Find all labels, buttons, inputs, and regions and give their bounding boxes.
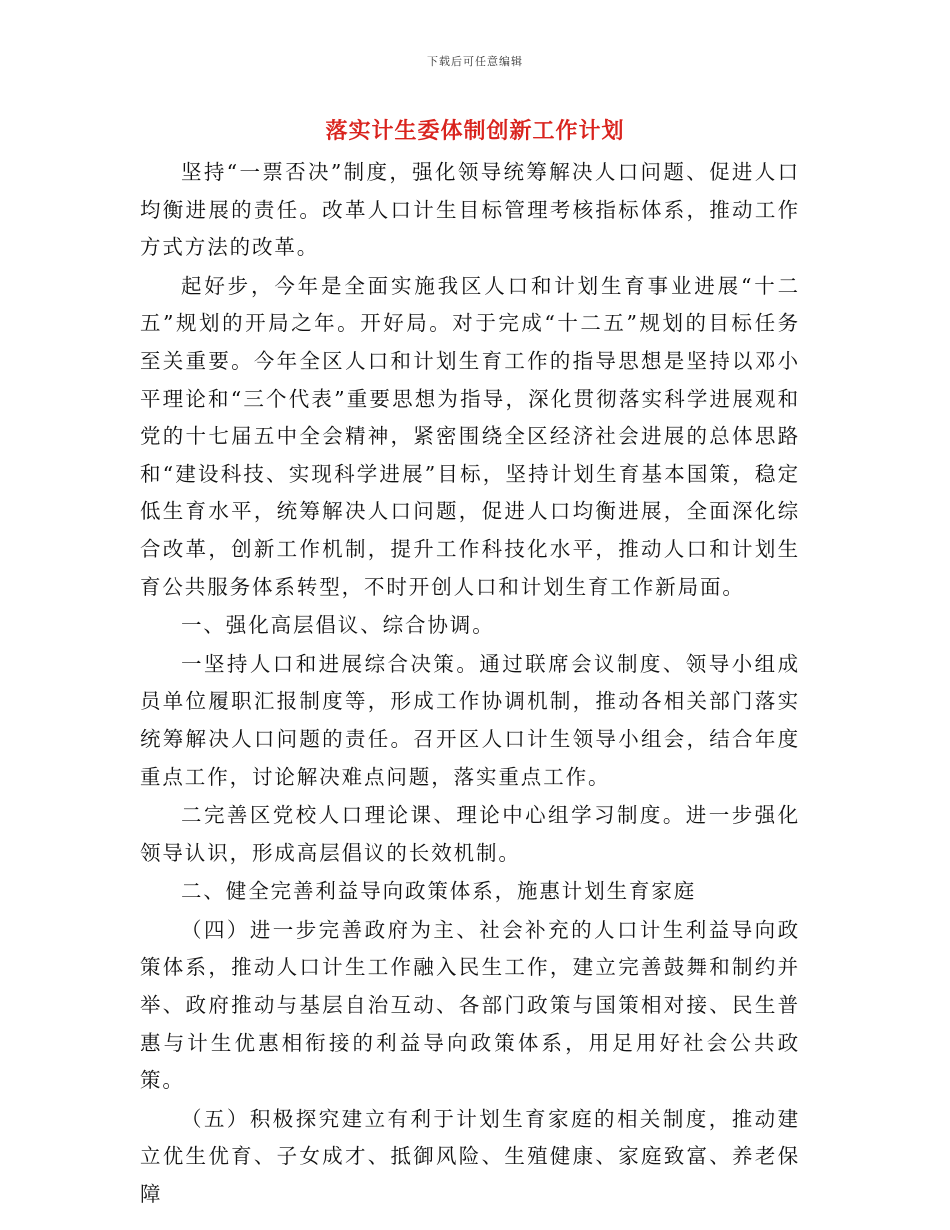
page-header-note: 下载后可任意编辑 (427, 55, 523, 68)
section-heading-2: 二、健全完善利益导向政策体系，施惠计划生育家庭 (181, 879, 697, 904)
paragraph-1: 坚持“一票否决”制度，强化领导统筹解决人口问题、促进人口均衡进展的责任。改革人口计生目标管理考核指标体系，推动工作方式方法的改革。 (140, 160, 800, 260)
paragraph-3: 一坚持人口和进展综合决策。通过联席会议制度、领导小组成员单位履职汇报制度等，形成工作协调机制，推动各相关部门落实统筹解决人口问题的责任。召开区人口计生领导小组会，结合年度重点工作，讨论解决难点问题，落实重点工作。 (140, 651, 800, 789)
paragraph-6: （五）积极探究建立有利于计划生育家庭的相关制度，推动建立优生优育、子女成才、抵御风险、生殖健康、家庭致富、养老保障 (140, 1106, 800, 1207)
document-body (140, 154, 800, 1215)
paragraph-4: 二完善区党校人口理论课、理论中心组学习制度。进一步强化领导认识，形成高层倡议的长效机制。 (140, 803, 800, 865)
section-heading-1: 一、强化高层倡议、综合协调。 (181, 613, 495, 638)
document-title: 落实计生委体制创新工作计划 (325, 118, 625, 144)
paragraph-2: 起好步，今年是全面实施我区人口和计划生育事业进展“十二五”规划的开局之年。开好局。对于完成“十二五”规划的目标任务至关重要。今年全区人口和计划生育工作的指导思想是坚持以邓小平理论和“三个代表”重要思想为指导，深化贯彻落实科学进展观和党的十七届五中全会精神，紧密围绕全区经济社会进展的总体思路和“建设科技、实现科学进展”目标，坚持计划生育基本国策，稳定低生育水平，统筹解决人口问题，促进人口均衡进展，全面深化综合改革，创新工作机制，提升工作科技化水平，推动人口和计划生育公共服务体系转型，不时开创人口和计划生育工作新局面。 (140, 273, 800, 599)
paragraph-5: （四）进一步完善政府为主、社会补充的人口计生利益导向政策体系，推动人口计生工作融入民生工作，建立完善鼓舞和制约并举、政府推动与基层自治互动、各部门政策与国策相对接、民生普惠与计生优惠相衔接的利益导向政策体系，用足用好社会公共政策。 (140, 917, 800, 1093)
